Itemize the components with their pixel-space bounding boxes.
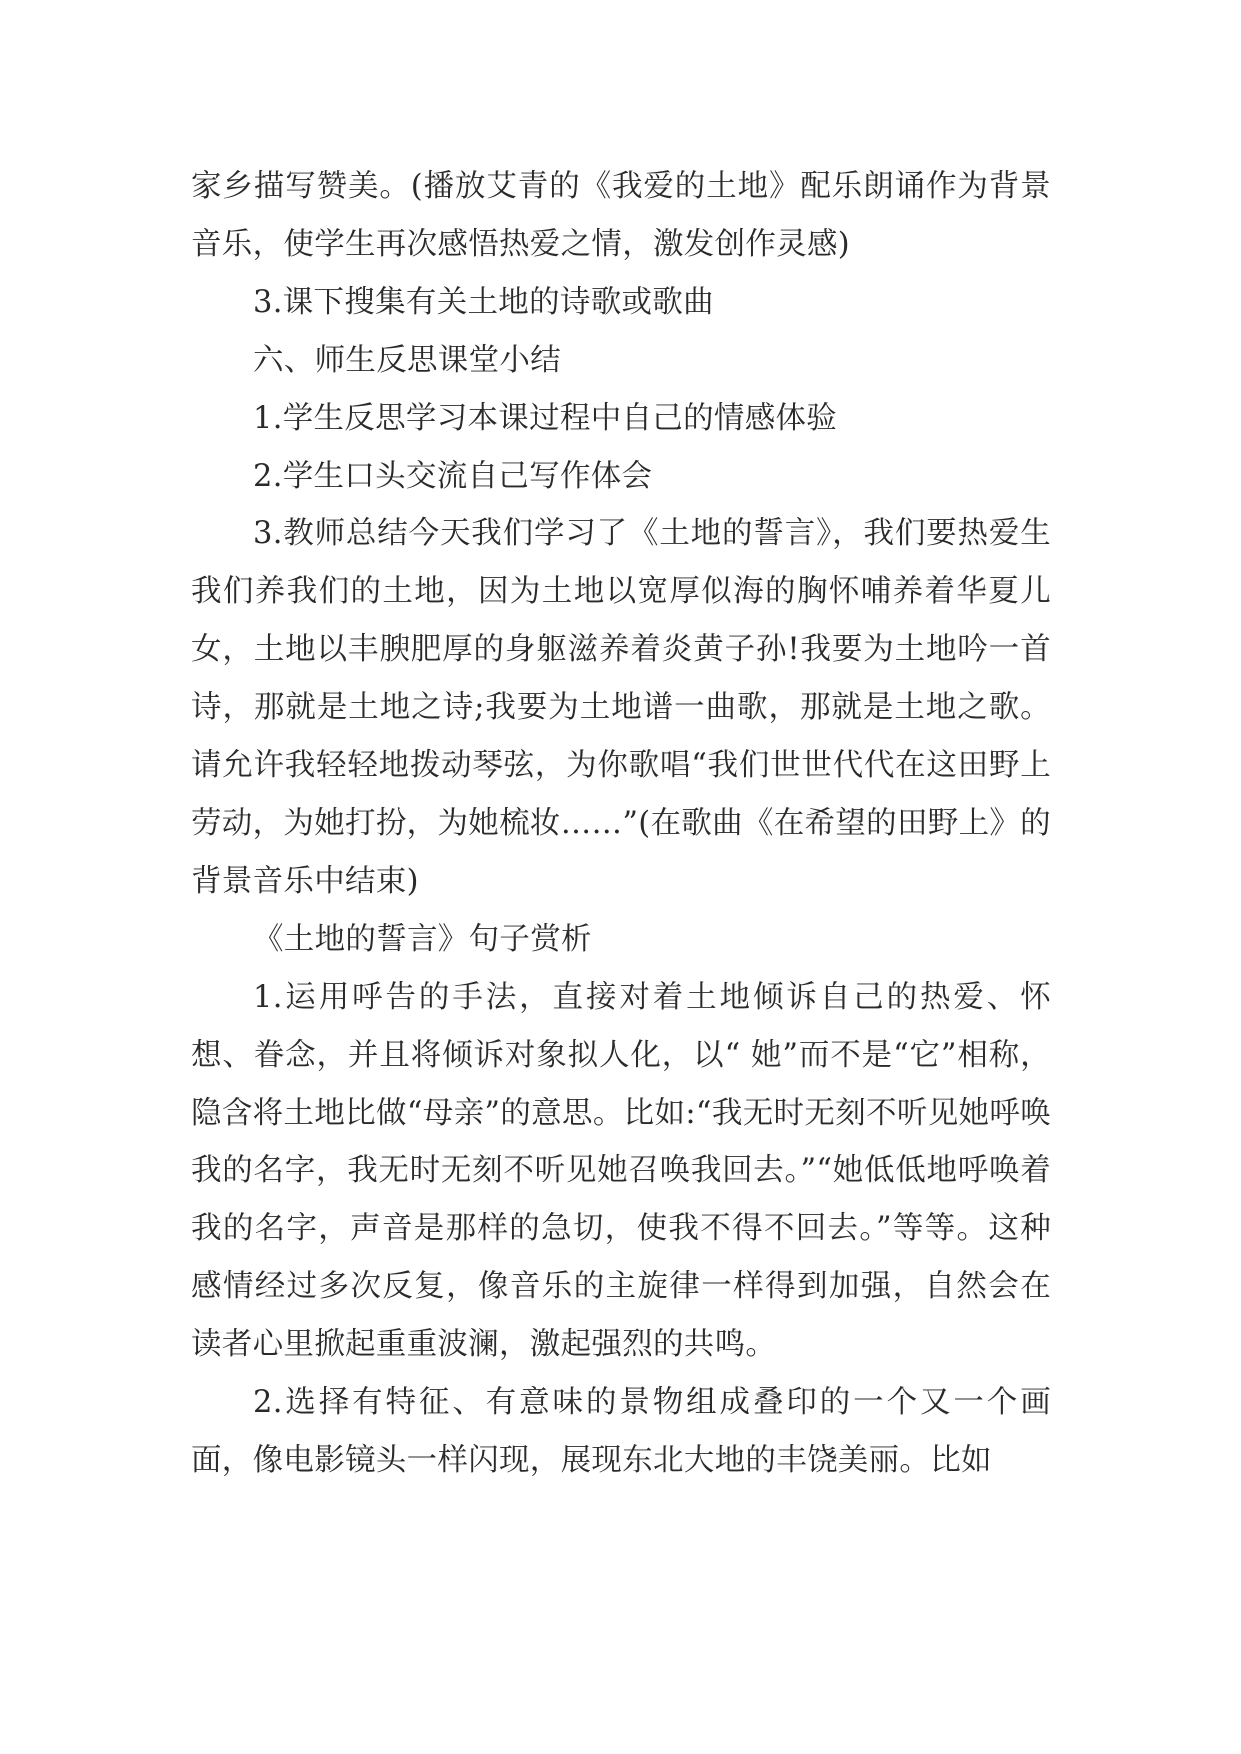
paragraph-item-1-reflect: 1.学生反思学习本课过程中自己的情感体验 [253,400,838,436]
paragraph-item-3-collect: 3.课下搜集有关土地的诗歌或歌曲 [253,284,714,320]
section-heading-analysis: 《土地的誓言》句子赏析 [253,921,592,957]
document-body [191,158,1051,1490]
paragraph-intro-continuation: 家乡描写赞美。(播放艾青的《我爱的土地》配乐朗诵作为背景音乐，使学生再次感悟热爱之情，激发创作灵感) [191,169,1051,262]
paragraph-analysis-2: 2.选择有特征、有意味的景物组成叠印的一个又一个画面，像电影镜头一样闪现，展现东北大地的丰饶美丽。比如 [191,1385,1051,1478]
section-heading-reflection: 六、师生反思课堂小结 [253,342,561,378]
paragraph-analysis-1: 1.运用呼告的手法，直接对着土地倾诉自己的热爱、怀想、眷念，并且将倾诉对象拟人化，以“ 她”而不是“它”相称，隐含将土地比做“母亲”的意思。比如:“我无时无刻不听见她呼唤我的名字，我无时无刻不听见她召唤我回去。”“她低低地呼唤着我的名字，声音是那样的急切，使我不得不回去。”等等。这种感情经过多次反复，像音乐的主旋律一样得到加强，自然会在读者心里掀起重重波澜，激起强烈的共鸣。 [191,979,1051,1363]
paragraph-item-3-summary: 3.教师总结今天我们学习了《土地的誓言》，我们要热爱生我们养我们的土地，因为土地以宽厚似海的胸怀哺养着华夏儿女，土地以丰腴肥厚的身躯滋养着炎黄子孙!我要为土地吟一首诗，那就是土地之诗;我要为土地谱一曲歌，那就是土地之歌。请允许我轻轻地拨动琴弦，为你歌唱“我们世世代代在这田野上劳动，为她打扮，为她梳妆……”(在歌曲《在希望的田野上》的背景音乐中结束) [191,516,1051,899]
paragraph-item-2-share: 2.学生口头交流自己写作体会 [253,458,653,494]
